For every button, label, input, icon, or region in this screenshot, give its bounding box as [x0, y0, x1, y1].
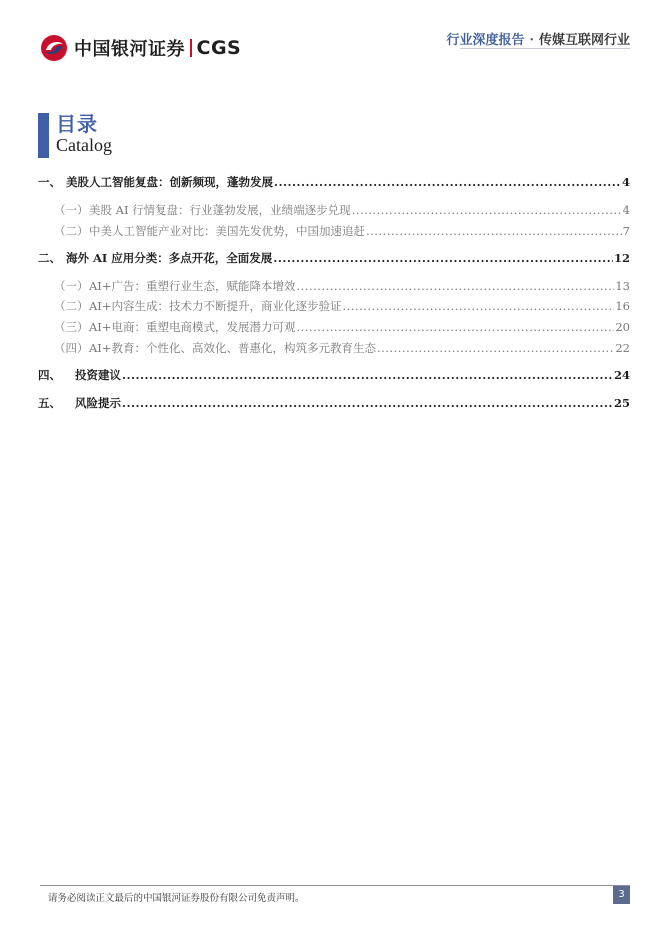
header-divider — [460, 48, 630, 49]
toc-leader-dots — [274, 175, 621, 189]
page-title-cn: 目录 — [56, 112, 98, 136]
toc-entry-page: 25 — [613, 396, 630, 410]
toc-entry-title: 中美人工智能产业对比：美国先发优势，中国加速追赶 — [89, 224, 365, 238]
page-number: 3 — [613, 886, 630, 904]
toc-entry-title: 风险提示 — [75, 396, 121, 410]
toc-entry-number: （二） — [54, 299, 89, 313]
toc-entry[interactable] — [54, 224, 630, 238]
toc-entry[interactable] — [38, 251, 630, 265]
toc-leader-dots — [366, 224, 622, 238]
toc-entry-page: 22 — [615, 341, 630, 355]
toc-entry-title: AI+广告：重塑行业生态，赋能降本增效 — [89, 279, 296, 293]
toc-entry-number: 五、 — [38, 396, 61, 410]
toc-entry-page: 7 — [622, 224, 630, 238]
toc-entry-number: 二、 — [38, 251, 61, 265]
toc-entry-title: AI+教育：个性化、高效化、普惠化，构筑多元教育生态 — [89, 341, 376, 355]
footer-disclaimer: 请务必阅读正文最后的中国银河证券股份有限公司免责声明。 — [48, 893, 305, 904]
toc-entry[interactable] — [54, 203, 630, 217]
logo-text-en: CGS — [196, 37, 242, 59]
toc-entry-number: （一） — [54, 279, 89, 293]
toc-leader-dots — [296, 279, 614, 293]
industry-name: 传媒互联网行业 — [538, 33, 630, 48]
toc-entry-title: 美股人工智能复盘：创新频现，蓬勃发展 — [66, 175, 273, 189]
toc-entry-page: 12 — [613, 251, 630, 265]
toc-entry-number: （四） — [54, 341, 89, 355]
toc-leader-dots — [296, 320, 614, 334]
toc-entry-page: 4 — [621, 175, 630, 189]
toc-entry-title: 投资建议 — [75, 368, 121, 382]
toc-entry[interactable] — [38, 396, 630, 410]
toc-entry-title: AI+内容生成：技术力不断提升，商业化逐步验证 — [89, 299, 342, 313]
header-separator: · — [529, 33, 534, 48]
logo-separator — [190, 39, 192, 57]
toc-leader-dots — [122, 368, 613, 382]
toc-entry[interactable] — [54, 279, 630, 293]
toc-entry-number: 四、 — [38, 368, 61, 382]
toc-entry-page: 13 — [615, 279, 630, 293]
toc-entry-number: 一、 — [38, 175, 61, 189]
toc-leader-dots — [122, 396, 613, 410]
cgs-logo-icon — [40, 34, 68, 62]
toc-entry-title: 海外 AI 应用分类：多点开花，全面发展 — [66, 251, 273, 265]
toc-entry-title: AI+电商：重塑电商模式，发展潜力可观 — [89, 320, 296, 334]
toc-entry[interactable] — [54, 299, 630, 313]
toc-entry-page: 16 — [615, 299, 630, 313]
toc-entry-number: （三） — [54, 320, 89, 334]
company-logo — [40, 34, 241, 62]
report-header — [446, 29, 630, 48]
report-type: 行业深度报告 — [446, 33, 525, 48]
toc-entry-title: 美股 AI 行情复盘：行业蓬勃发展，业绩端逐步兑现 — [89, 203, 351, 217]
footer-divider — [40, 885, 630, 886]
title-accent-bar — [38, 113, 49, 158]
toc-entry-page: 20 — [615, 320, 630, 334]
toc-leader-dots — [273, 251, 613, 265]
toc-entry[interactable] — [38, 175, 630, 189]
toc-entry[interactable] — [38, 368, 630, 382]
toc-leader-dots — [342, 299, 614, 313]
toc-entry[interactable] — [54, 341, 630, 355]
logo-text-cn: 中国银河证券 — [74, 39, 185, 60]
toc-leader-dots — [377, 341, 614, 355]
toc-entry-number: （二） — [54, 224, 89, 238]
toc-leader-dots — [352, 203, 622, 217]
page-title-en: Catalog — [56, 135, 112, 155]
toc-entry[interactable] — [54, 320, 630, 334]
toc-entry-page: 24 — [613, 368, 630, 382]
toc-entry-number: （一） — [54, 203, 89, 217]
toc-entry-page: 4 — [622, 203, 630, 217]
